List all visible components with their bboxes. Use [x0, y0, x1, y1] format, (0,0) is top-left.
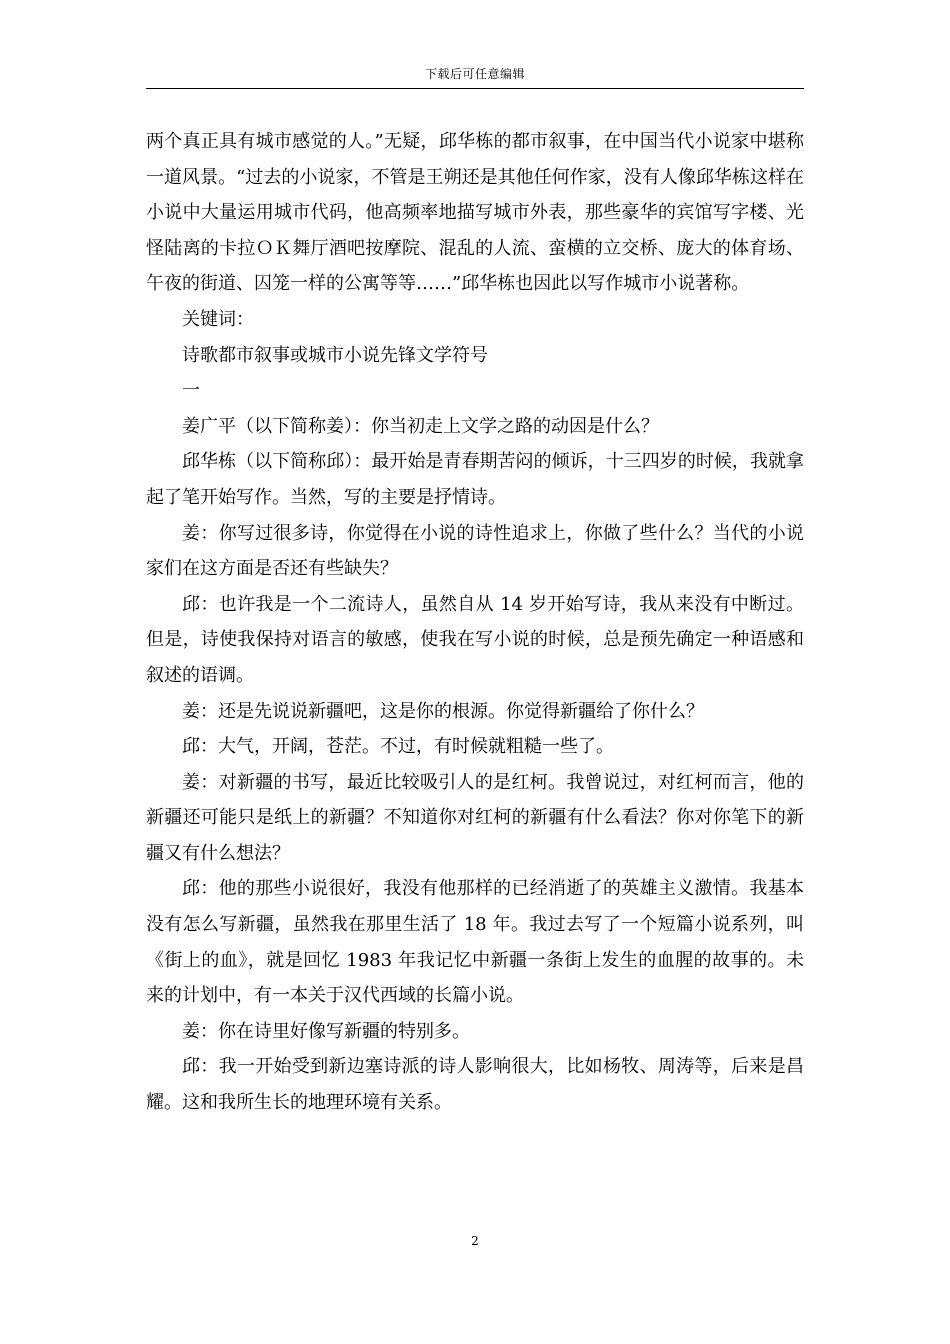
paragraph-keywords-label: 关键词： [182, 308, 254, 330]
paragraph-keywords: 诗歌都市叙事或城市小说先锋文学符号 [182, 344, 488, 366]
paragraph-dialogue: 邱华栋（以下简称邱）：最开始是青春期苦闷的倾诉，十三四岁的时候，我就拿起了笔开始写作。当然，写的主要是抒情诗。 [146, 451, 804, 508]
paragraph-dialogue: 邱：也许我是一个二流诗人，虽然自从 14 岁开始写诗，我从来没有中断过。但是，诗使我保持对语言的敏感，使我在写小说的时候，总是预先确定一种语感和叙述的语调。 [146, 593, 804, 686]
header-divider [146, 88, 804, 89]
paragraph-dialogue: 姜：对新疆的书写，最近比较吸引人的是红柯。我曾说过，对红柯而言，他的新疆还可能只是纸上的新疆？不知道你对红柯的新疆有什么看法？你对你笔下的新疆又有什么想法？ [146, 771, 804, 864]
page-header: 下载后可任意编辑 [424, 67, 525, 81]
section-number: 一 [182, 380, 200, 402]
paragraph-dialogue: 姜广平（以下简称姜）：你当初走上文学之路的动因是什么？ [182, 415, 659, 437]
page-number: 2 [471, 1234, 479, 1248]
paragraph-dialogue: 姜：你写过很多诗，你觉得在小说的诗性追求上，你做了些什么？当代的小说家们在这方面是否还有些缺失？ [146, 522, 804, 580]
document-body [146, 124, 804, 1121]
paragraph-dialogue: 邱：我一开始受到新边塞诗派的诗人影响很大，比如杨牧、周涛等，后来是昌耀。这和我所生长的地理环境有关系。 [146, 1056, 804, 1114]
paragraph-dialogue: 邱：大气，开阔，苍茫。不过，有时候就粗糙一些了。 [182, 736, 614, 758]
paragraph-dialogue: 姜：还是先说说新疆吧，这是你的根源。你觉得新疆给了你什么？ [182, 700, 704, 722]
paragraph-dialogue: 邱：他的那些小说很好，我没有他那样的已经消逝了的英雄主义激情。我基本没有怎么写新疆，虽然我在那里生活了 18 年。我过去写了一个短篇小说系列，叫《街上的血》，就是回忆 1983 年我记忆中新疆一条街上发生的血腥的故事的。未来的计划中，有一本关于汉代西域的长篇小说。 [146, 878, 804, 1007]
paragraph-continuation: 两个真正具有城市感觉的人。”无疑，邱华栋的都市叙事，在中国当代小说家中堪称一道风景。“过去的小说家，不管是王朔还是其他任何作家，没有人像邱华栋这样在小说中大量运用城市代码，他高频率地描写城市外表，那些豪华的宾馆写字楼、光怪陆离的卡拉ＯＫ舞厅酒吧按摩院、混乱的人流、蛮横的立交桥、庞大的体育场、午夜的街道、囚笼一样的公寓等等……”邱华栋也因此以写作城市小说著称。 [146, 131, 804, 295]
paragraph-dialogue: 姜：你在诗里好像写新疆的特别多。 [182, 1020, 470, 1042]
